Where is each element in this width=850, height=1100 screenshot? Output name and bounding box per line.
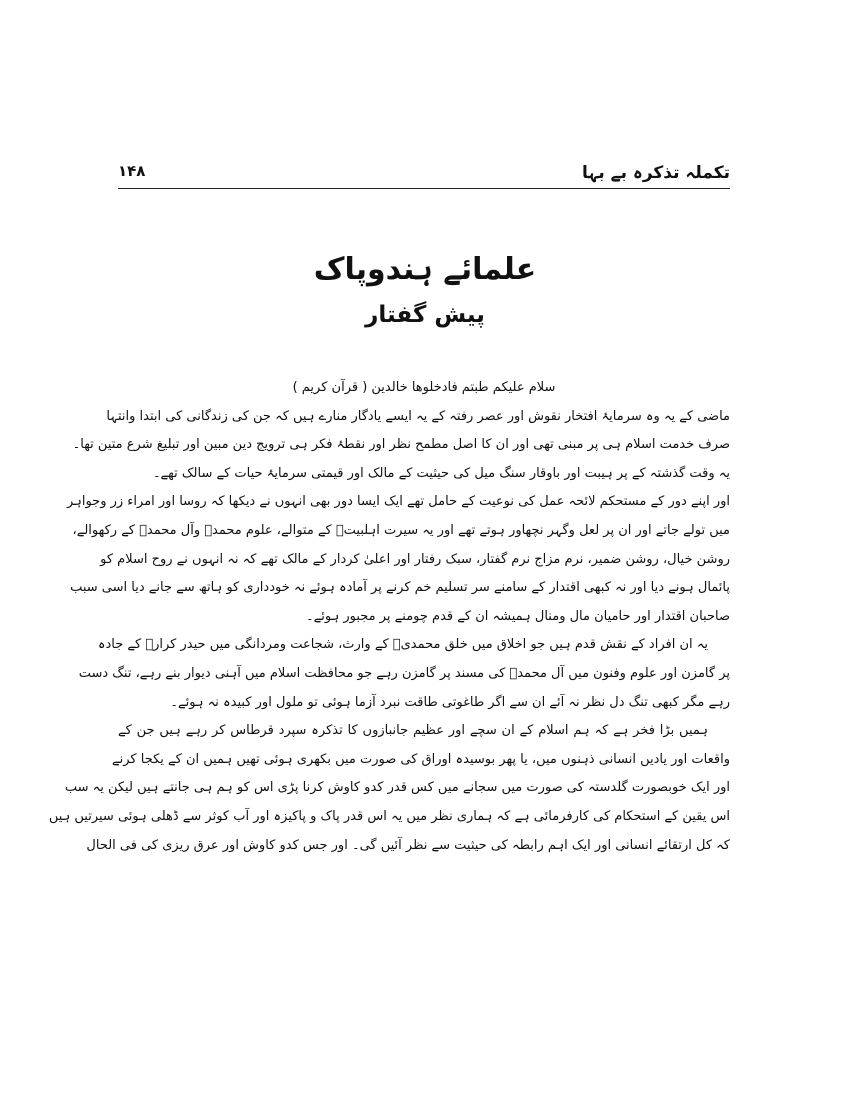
page-number: ۱۴۸ [118, 162, 146, 180]
text-line: پر گامزن اور علوم وفنون میں آل محمدؐ کی مسند پر گامزن رہے جو محافظت اسلام میں آہنی دیوار بنے رہے، تنگ دست [78, 665, 730, 681]
text-line: اور ایک خوبصورت گلدستہ کی صورت میں سجانے میں کس قدر کدو کاوش کرنا پڑی اس کو ہم ہی جانتے ہیں لیکن یہ سب [64, 780, 730, 796]
text-line: اس یقین کے استحکام کی کارفرمائی ہے کہ ہماری نظر میں یہ اس قدر پاک و پاکیزہ اور آب کوثر سے ڈھلی ہوئی سیرتیں ہیں [48, 808, 730, 824]
text-line: میں تولے جاتے اور ان پر لعل وگہر نچھاور ہوتے تھے اور یہ سیرت اہلبیتؑ کے متوالے، علوم محمدؐ وآل محمدؐ کے رکھوالے، [72, 522, 730, 538]
running-header [118, 160, 730, 188]
running-title: تکملہ تذکرہ بے بہا [581, 163, 730, 183]
chapter-subtitle: پیش گفتار [365, 302, 485, 328]
text-line: صاحبان اقتدار اور حامیان مال ومنال ہمیشہ ان کے قدم چومنے پر مجبور ہوئے۔ [306, 608, 730, 624]
text-line: یہ ان افراد کے نقش قدم ہیں جو اخلاق میں خلق محمدیؐ کے وارث، شجاعت ومردانگی میں حیدر کرارؑ کے جادہ [97, 637, 708, 653]
text-line: یہ وقت گذشتہ کے پر ہیبت اور باوقار سنگ میل کی حیثیت کے مالک اور قیمتی سرمایۂ حیات کے سالک تھے۔ [152, 465, 730, 481]
quran-verse-line: سلام علیکم طبتم فادخلوها خالدين ( قرآن کریم ) [292, 380, 556, 395]
text-line: اور اپنے دور کے مستحکم لائحہ عمل کی نوعیت کے حامل تھے ایک ایسا دور بھی انہوں نے دیکھا کہ روسا اور امراء زر وجواہر [67, 494, 730, 510]
text-line: روشن خیال، روشن ضمیر، نرم مزاج نرم گفتار، سبک رفتار اور اعلیٰ کردار کے مالک تھے کہ نہ انہوں نے روح اسلام کو [100, 551, 730, 567]
text-line: ہمیں بڑا فخر ہے کہ ہم اسلام کے ان سچے اور عظیم جانبازوں کا تذکرہ سپرد قرطاس کر رہے ہیں جن کے [118, 723, 708, 739]
body-text [48, 374, 730, 860]
text-line: پائمال ہونے دیا اور نہ کبھی اقتدار کے سامنے سر تسلیم خم کرنے پر آمادہ ہوئے نہ خودداری کو ہاتھ سے جانے دیا اسی سبب [70, 580, 730, 596]
text-line: ماضی کے یہ وہ سرمایۂ افتخار نقوش اور عصر رفتہ کے یہ ایسے یادگار منارے ہیں کہ جن کی زندگانی کی ابتدا وانتہا [106, 408, 730, 424]
header-rule [118, 188, 730, 189]
text-line: کہ کل ارتقائے انسانی اور ایک اہم رابطہ کی حیثیت سے نظر آئیں گی۔ اور جس کدو کاوش اور عرق ریزی کی فی الحال [86, 837, 730, 853]
chapter-title: علمائے ہندوپاک [313, 252, 537, 287]
text-line: واقعات اور یادیں انسانی ذہنوں میں، یا پھر بوسیدہ اوراق کی صورت میں بکھری ہوئی تھیں ہمیں ان کے یکجا کرنے [112, 751, 730, 767]
text-line: رہے مگر کبھی تنگ دل نظر نہ آئے ان سے اگر طاغوتی طاقت نبرد آزما ہوئی تو ملول اور کبیدہ نہ ہوئے۔ [170, 694, 730, 710]
text-line: صرف خدمت اسلام ہی پر مبنی تھی اور ان کا اصل مطمح نظر اور نقطۂ فکر ہی ترویج دین مبین اور تبلیغ شرع متین تھا۔ [72, 437, 730, 453]
